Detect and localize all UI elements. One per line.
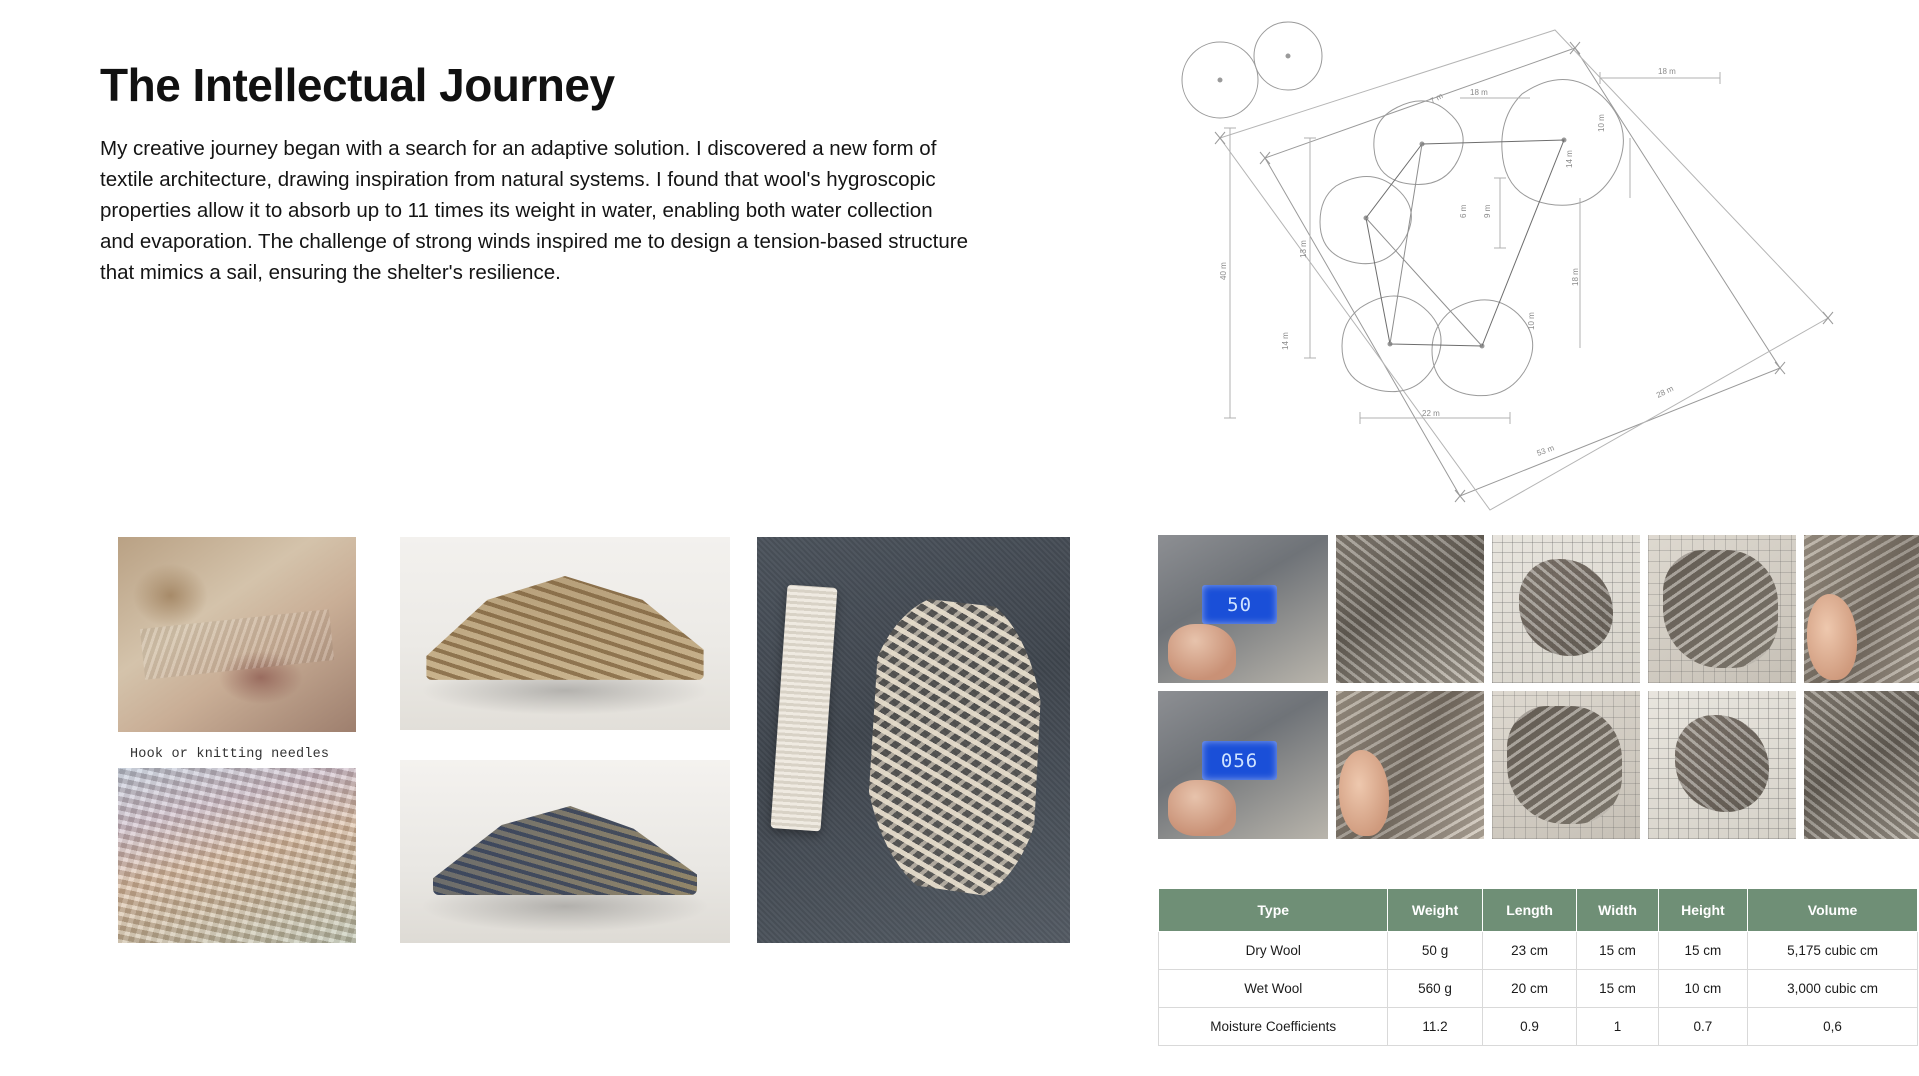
cell-weight: 11.2	[1388, 1008, 1482, 1046]
spool-and-lace-photo	[757, 537, 1070, 943]
dry-wool-scale-photo	[1158, 535, 1328, 683]
dry-wool-fleece-photo	[1336, 535, 1484, 683]
dim-label: 18 m	[1658, 67, 1676, 76]
dim-label: 18 m	[1470, 88, 1488, 97]
intro-paragraph: My creative journey began with a search for an adaptive solution. I discovered a new form of textile architecture, drawing inspiration from natural systems. I found that wool's hygroscopic properties allow it to absorb up to 11 times its weight in water, enabling both water collection and evaporation. The challenge of strong winds inspired me to design a tension-based structure that mimics a sail, ensuring the shelter's resilience.	[100, 136, 968, 285]
intro-section	[100, 60, 1000, 288]
dry-wool-grid-measure-photo	[1492, 535, 1640, 683]
cell-width: 15 cm	[1577, 932, 1658, 970]
cell-volume: 5,175 cubic cm	[1748, 932, 1918, 970]
dry-wool-bag-grid-photo	[1804, 535, 1919, 683]
cell-length: 20 cm	[1482, 970, 1577, 1008]
sample-photo-grid	[1158, 535, 1918, 841]
cell-type: Moisture Coefficients	[1159, 1008, 1388, 1046]
cell-height: 15 cm	[1658, 932, 1747, 970]
table-header-row	[1159, 889, 1918, 932]
table-row	[1159, 970, 1918, 1008]
col-weight: Weight	[1388, 889, 1482, 932]
scale-display-dry: 50	[1202, 585, 1277, 623]
table-row	[1159, 1008, 1918, 1046]
dim-label: 13 m	[1299, 240, 1308, 258]
dim-label: 10 m	[1597, 114, 1606, 132]
crochet-hands-photo	[118, 537, 356, 732]
dim-label: 6 m	[1459, 204, 1468, 218]
gallery-caption-hook: Hook or knitting needles	[130, 747, 330, 762]
dim-label: 9 m	[1483, 204, 1492, 218]
col-width: Width	[1577, 889, 1658, 932]
col-type: Type	[1159, 889, 1388, 932]
site-plan-technical-drawing	[1160, 18, 1900, 518]
cell-length: 0.9	[1482, 1008, 1577, 1046]
wet-wool-fleece-photo	[1336, 691, 1484, 839]
cell-type: Wet Wool	[1159, 970, 1388, 1008]
dry-wool-bag-photo	[1648, 535, 1796, 683]
dim-label: 28 m	[1654, 383, 1675, 400]
cell-type: Dry Wool	[1159, 932, 1388, 970]
dim-label: 14 m	[1281, 332, 1290, 350]
col-height: Height	[1658, 889, 1747, 932]
page-title: The Intellectual Journey	[100, 59, 615, 111]
cell-height: 10 cm	[1658, 970, 1747, 1008]
dim-label: 7 m	[1428, 91, 1445, 106]
brown-woven-arch-photo	[400, 537, 730, 730]
cell-width: 1	[1577, 1008, 1658, 1046]
cell-volume: 0,6	[1748, 1008, 1918, 1046]
scale-display-wet: 056	[1202, 741, 1277, 779]
wet-wool-scale-photo	[1158, 691, 1328, 839]
dark-woven-arch-photo	[400, 760, 730, 943]
dim-label: 10 m	[1527, 312, 1536, 330]
wet-wool-bag-photo	[1648, 691, 1796, 839]
col-length: Length	[1482, 889, 1577, 932]
col-volume: Volume	[1748, 889, 1918, 932]
wet-wool-grid-measure-photo	[1492, 691, 1640, 839]
cell-weight: 50 g	[1388, 932, 1482, 970]
wet-wool-bag-grid-photo	[1804, 691, 1919, 839]
cell-height: 0.7	[1658, 1008, 1747, 1046]
color-knit-mesh-photo	[118, 768, 356, 943]
table-row	[1159, 932, 1918, 970]
dim-label: 53 m	[1535, 443, 1556, 458]
dim-label: 40 m	[1219, 262, 1228, 280]
cell-width: 15 cm	[1577, 970, 1658, 1008]
cell-length: 23 cm	[1482, 932, 1577, 970]
dim-label: 14 m	[1565, 150, 1574, 168]
cell-weight: 560 g	[1388, 970, 1482, 1008]
dim-label: 18 m	[1571, 268, 1580, 286]
dim-label: 22 m	[1422, 409, 1440, 418]
cell-volume: 3,000 cubic cm	[1748, 970, 1918, 1008]
measurements-table	[1158, 888, 1918, 1046]
